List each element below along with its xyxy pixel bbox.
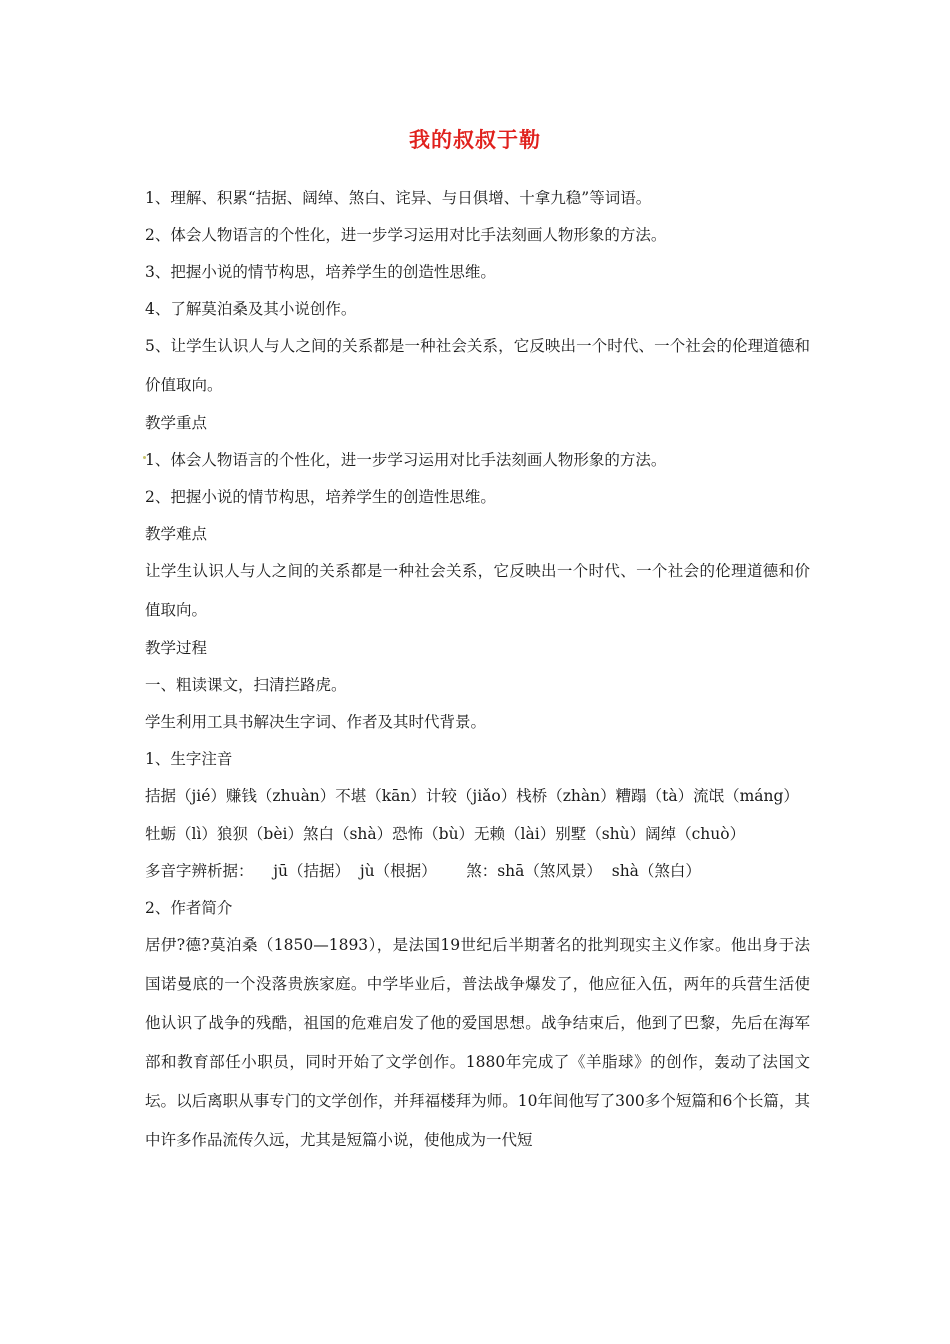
- difficulty-heading: 教学难点: [145, 525, 208, 543]
- objective-1: 1、理解、积累“拮据、阔绰、煞白、诧异、与日俱增、十拿九稳”等词语。: [145, 189, 652, 207]
- page-title: 我的叔叔于勒: [409, 127, 541, 152]
- pinyin-line-1: 拮据（jié）赚钱（zhuàn）不堪（kān）计较（jiǎo）栈桥（zhàn）糟蹋（tà）流氓（máng）: [145, 787, 799, 805]
- objective-2: 2、体会人物语言的个性化，进一步学习运用对比手法刻画人物形象的方法。: [145, 226, 667, 244]
- key-point-2: 2、把握小说的情节构思，培养学生的创造性思维。: [145, 488, 496, 506]
- document-body: [145, 188, 810, 1168]
- pinyin-line-2: 牡蛎（lì）狼狈（bèi）煞白（shà）恐怖（bù）无赖（lài）别墅（shù）阔绰（chuò）: [145, 825, 746, 843]
- process-heading: 教学过程: [145, 639, 208, 657]
- polyphone-line: 多音字辨析据： jū（拮据） jù（根据） 煞：shā（煞风景） shà（煞白）: [145, 862, 701, 880]
- key-point-1: 1、体会人物语言的个性化，进一步学习运用对比手法刻画人物形象的方法。: [145, 451, 667, 469]
- step1-text: 学生利用工具书解决生字词、作者及其时代背景。: [145, 713, 487, 731]
- author-text: 居伊?德?莫泊桑（1850—1893），是法国19世纪后半期著名的批判现实主义作家。他出身于法国诺曼底的一个没落贵族家庭。中学毕业后，普法战争爆发了，他应征入伍，两年的兵营生活使他认识了战争的残酷，祖国的危难启发了他的爱国思想。战争结束后，他到了巴黎，先后在海军部和教育部任小职员，同时开始了文学创作。1880年完成了《羊脂球》的创作，轰动了法国文坛。以后离职从事专门的文学创作，并拜福楼拜为师。10年间他写了300多个短篇和6个长篇，其中许多作品流传久远，尤其是短篇小说，使他成为一代短: [145, 936, 810, 1149]
- objective-5: 5、让学生认识人与人之间的关系都是一种社会关系，它反映出一个时代、一个社会的伦理道德和价值取向。: [145, 337, 810, 394]
- step1-heading: 一、粗读课文，扫清拦路虎。: [145, 676, 347, 694]
- objective-4: 4、了解莫泊桑及其小说创作。: [145, 300, 357, 318]
- difficulty-text: 让学生认识人与人之间的关系都是一种社会关系，它反映出一个时代、一个社会的伦理道德和价值取向。: [145, 562, 810, 619]
- objective-3: 3、把握小说的情节构思，培养学生的创造性思维。: [145, 263, 496, 281]
- pinyin-heading: 1、生字注音: [145, 750, 233, 768]
- key-points-heading: 教学重点: [145, 414, 208, 432]
- author-heading: 2、作者简介: [145, 899, 233, 917]
